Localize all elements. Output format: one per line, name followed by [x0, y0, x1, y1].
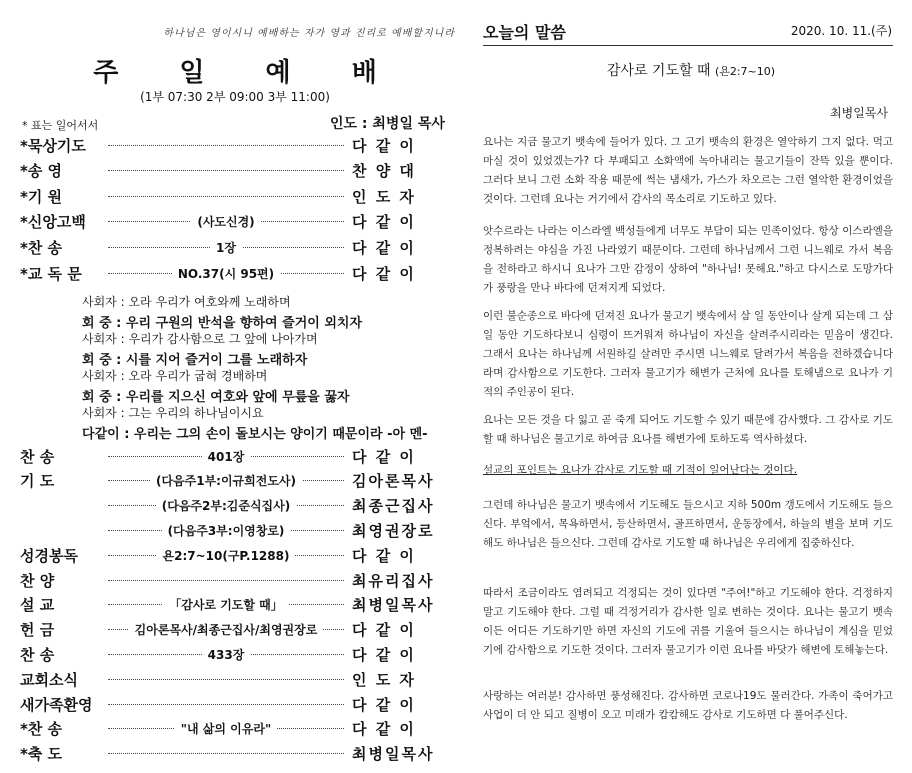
- order-row: [20, 133, 452, 157]
- sermon-author: 최병일목사: [830, 106, 888, 120]
- divider: [483, 45, 893, 46]
- order-row: [20, 618, 452, 642]
- order-row: [20, 235, 452, 259]
- order-row: [20, 642, 452, 666]
- order-item-name: 찬 양: [20, 571, 55, 590]
- order-item-person: 최영권장로: [352, 521, 435, 540]
- service-times: (1부 07:30 2부 09:00 3부 11:00): [140, 90, 330, 104]
- order-row: [20, 210, 452, 234]
- order-item-detail-text: (다음주3부:이영창로): [162, 524, 291, 538]
- responsive-line: 사회자 : 오라 우리가 여호와께 노래하며: [82, 295, 291, 309]
- order-item-person: 다 같 이: [352, 447, 416, 466]
- order-item-person: 다 같 이: [352, 645, 416, 664]
- responsive-line: 회 중 : 시를 지어 즐거이 그를 노래하자: [82, 352, 308, 368]
- order-item-person: 다 같 이: [352, 621, 416, 640]
- order-item-person: 인 도 자: [352, 187, 416, 206]
- motto-text: 하나님은 영이시니 예배하는 자가 영과 진리로 예배할지니라: [163, 28, 455, 39]
- order-row: [20, 543, 452, 567]
- order-item-detail: [108, 215, 344, 230]
- order-row: [20, 593, 452, 617]
- order-item-detail-text: (사도신경): [191, 215, 260, 229]
- order-item-detail: [108, 523, 344, 538]
- order-item-person: 다 같 이: [352, 695, 416, 714]
- sermon-paragraph: 사랑하는 여러분! 감사하면 풍성해진다. 감사하면 코로나19도 물러간다. 가족이 죽어가고 사업이 더 안 되고 질병이 오고 미래가 캄캄해도 감사로 기도하면 다 풀어주신다.: [483, 690, 893, 721]
- responsive-line: 다같이 : 우리는 그의 손이 돌보시는 양이기 때문이라 -아 멘-: [82, 426, 428, 442]
- bulletin-date: 2020. 10. 11.(주): [790, 24, 892, 38]
- responsive-line: 사회자 : 그는 우리의 하나님이시요: [82, 406, 264, 420]
- page-title: 주 일 예 배: [93, 58, 403, 88]
- order-item-detail-text: 욘2:7~10(구P.1288): [157, 549, 296, 563]
- order-item-person: 최병일목사: [352, 745, 435, 764]
- order-row: [20, 717, 452, 741]
- sermon-reference: (욘2:7~10): [714, 65, 776, 78]
- order-item-detail-text: (다음주2부:김준식집사): [156, 499, 296, 513]
- sermon-heading: 오늘의 말씀: [483, 23, 566, 42]
- order-item-name: *교 독 문: [20, 264, 82, 283]
- order-item-detail: [108, 598, 344, 613]
- order-item-person: 최종근집사: [352, 497, 435, 516]
- order-item-person: 다 같 이: [352, 136, 416, 155]
- order-item-detail: [108, 499, 344, 514]
- order-item-detail: [108, 240, 344, 255]
- order-row: [20, 261, 452, 285]
- responsive-line: 회 중 : 우리 구원의 반석을 향하여 즐거이 외치자: [82, 315, 363, 331]
- order-item-person: 최유리집사: [352, 571, 435, 590]
- order-item-detail: [108, 580, 344, 581]
- order-item-detail-text: (다음주1부:이규희전도사): [150, 474, 302, 488]
- order-item-detail-text: 1장: [210, 241, 242, 255]
- order-item-person: 김아론목사: [352, 472, 435, 491]
- sermon-title-text: 감사로 기도할 때: [606, 63, 711, 79]
- order-item-detail: [108, 196, 344, 197]
- order-item-detail: [108, 449, 344, 464]
- order-item-name: 기 도: [20, 472, 55, 491]
- order-item-name: *찬 송: [20, 238, 63, 257]
- order-item-name: 교회소식: [20, 670, 78, 689]
- order-item-person: 다 같 이: [352, 238, 416, 257]
- order-item-detail: [108, 145, 344, 146]
- order-item-detail: [108, 722, 344, 737]
- order-item-detail-text: NO.37(시 95편): [172, 267, 280, 281]
- order-row: [20, 667, 452, 691]
- order-item-name: *묵상기도: [20, 136, 86, 155]
- responsive-line: 사회자 : 우리가 감사함으로 그 앞에 나아가며: [82, 332, 318, 346]
- order-item-detail-text: 김아론목사/최종근집사/최영권장로: [129, 623, 324, 637]
- order-row: [20, 568, 452, 592]
- order-item-person: 찬 양 대: [352, 162, 416, 181]
- order-item-person: 최병일목사: [352, 596, 435, 615]
- order-row: [20, 184, 452, 208]
- sermon-paragraph: 그런데 하나님은 물고기 뱃속에서 기도해도 들으시고 지하 500m 갱도에서 기도해도 들으신다. 부엌에서, 목욕하면서, 등산하면서, 골프하면서, 운동장에서, 하늘의 별을 보며 기도해도 하나님은 들으신다. 그런데 감사로 기도할 때 하나님은 우리에게 집중하신다.: [483, 499, 893, 549]
- sermon-paragraph: 요나는 모든 것을 다 잃고 곧 죽게 되어도 기도할 수 있기 때문에 감사했다. 그 감사로 기도할 때 하나님은 물고기로 하여금 요나를 해변가에 토하도록 역사하셨다.: [483, 414, 893, 445]
- order-item-name: 찬 송: [20, 447, 55, 466]
- order-item-name: 성경봉독: [20, 546, 78, 565]
- order-row: [20, 159, 452, 183]
- order-item-name: *축 도: [20, 745, 63, 764]
- order-item-person: 다 같 이: [352, 546, 416, 565]
- order-item-detail: [108, 474, 344, 489]
- order-item-person: 인 도 자: [352, 670, 416, 689]
- order-row: [20, 692, 452, 716]
- order-item-name: *찬 송: [20, 720, 63, 739]
- responsive-line: 사회자 : 오라 우리가 굽혀 경배하며: [82, 369, 268, 383]
- order-item-detail-text: 433장: [202, 648, 251, 662]
- order-item-name: 설 교: [20, 596, 55, 615]
- order-item-person: 다 같 이: [352, 213, 416, 232]
- order-item-name: 찬 송: [20, 645, 55, 664]
- order-item-detail: [108, 753, 344, 754]
- order-item-detail-text: 401장: [202, 450, 251, 464]
- sermon-paragraph: 설교의 포인트는 요나가 감사로 기도할 때 기적이 일어난다는 것이다.: [483, 464, 798, 476]
- order-item-detail-text: "내 삶의 이유라": [175, 722, 277, 736]
- sermon-title: [470, 60, 912, 80]
- order-row: [20, 444, 452, 468]
- order-item-detail-text: 「감사로 기도할 때」: [163, 598, 289, 612]
- order-item-detail: [108, 266, 344, 281]
- order-item-name: *송 영: [20, 162, 63, 181]
- order-item-name: *신앙고백: [20, 213, 86, 232]
- order-item-detail: [108, 170, 344, 171]
- sermon-paragraph: 따라서 조금이라도 염려되고 걱정되는 것이 있다면 "주여!"하고 기도해야 한다. 걱정하지 말고 기도해야 한다. 그럴 때 걱정거리가 감사한 일로 변하는 것이다. 요나는 물고기 뱃속이든 어디든 기도하기만 하면 자신의 기도에 귀를 기울여 들으시는 하나님이 계심을 믿었기에 감사함으로 기도한 것이다. 그러자 물고기가 이런 요나를 바닷가 해변에 토해놓는다.: [483, 587, 893, 656]
- order-item-person: 다 같 이: [352, 720, 416, 739]
- stand-note: * 표는 일어서서: [22, 119, 99, 132]
- sermon-paragraph: 이런 불순종으로 바다에 던져진 요나가 물고기 뱃속에서 삼 일 동안이나 살게 되는데 그 삼 일 동안 기도하다보니 심령이 뜨거워져 하나님이 자신을 살려주시리라는 믿음이 생긴다. 그래서 요나는 하나님께 서원하길 살려만 주시면 니느웨로 달려가서 복음을 전하겠습니다라며 감사함으로 기도한다. 그러자 물고기가 해변가 근처에 요나를 토해냄으로 요나가 기적의 주인공이 된다.: [483, 310, 893, 398]
- order-row: [20, 469, 452, 493]
- order-item-name: 새가족환영: [20, 695, 93, 714]
- order-item-detail: [108, 679, 344, 680]
- order-item-detail: [108, 704, 344, 705]
- order-item-person: 다 같 이: [352, 264, 416, 283]
- order-row: [20, 742, 452, 766]
- sermon-paragraph: 앗수르라는 나라는 이스라엘 백성들에게 너무도 부담이 되는 민족이었다. 항상 이스라엘을 정복하려는 야심을 가진 나라였기 때문이다. 그런데 하나님께서 그런 니느웨로 가서 복음을 전하라고 하시니 요나가 그만 감정이 상하여 "하나님! 못해요."하고 다시스로 도망가다가 풍랑을 만나 바다에 던져지게 되었다.: [483, 225, 893, 294]
- order-item-detail: [108, 647, 344, 662]
- order-item-detail: [108, 623, 344, 638]
- order-item-detail: [108, 548, 344, 563]
- order-row: [20, 518, 452, 542]
- leader-label: 인도 : 최병일 목사: [330, 116, 445, 132]
- sermon-paragraph: 요나는 지금 물고기 뱃속에 들어가 있다. 그 고기 뱃속의 환경은 열악하기 그지 없다. 먹고 마실 것이 있었겠는가? 다 부패되고 소화액에 녹아내리는 물고기들이 잔뜩 있을 뿐이다. 그러다 보니 그런 소화 작용 때문에 썩는 냄새가, 가스가 차오르는 그런 열악한 환경이었을 것이다. 그런데 요나는 거기에서 감사의 목소리로 기도하고 있다.: [483, 136, 893, 205]
- order-row: [20, 494, 452, 518]
- responsive-line: 회 중 : 우리를 지으신 여호와 앞에 무릎을 꿇자: [82, 389, 350, 405]
- order-item-name: 헌 금: [20, 621, 55, 640]
- order-item-name: *기 원: [20, 187, 63, 206]
